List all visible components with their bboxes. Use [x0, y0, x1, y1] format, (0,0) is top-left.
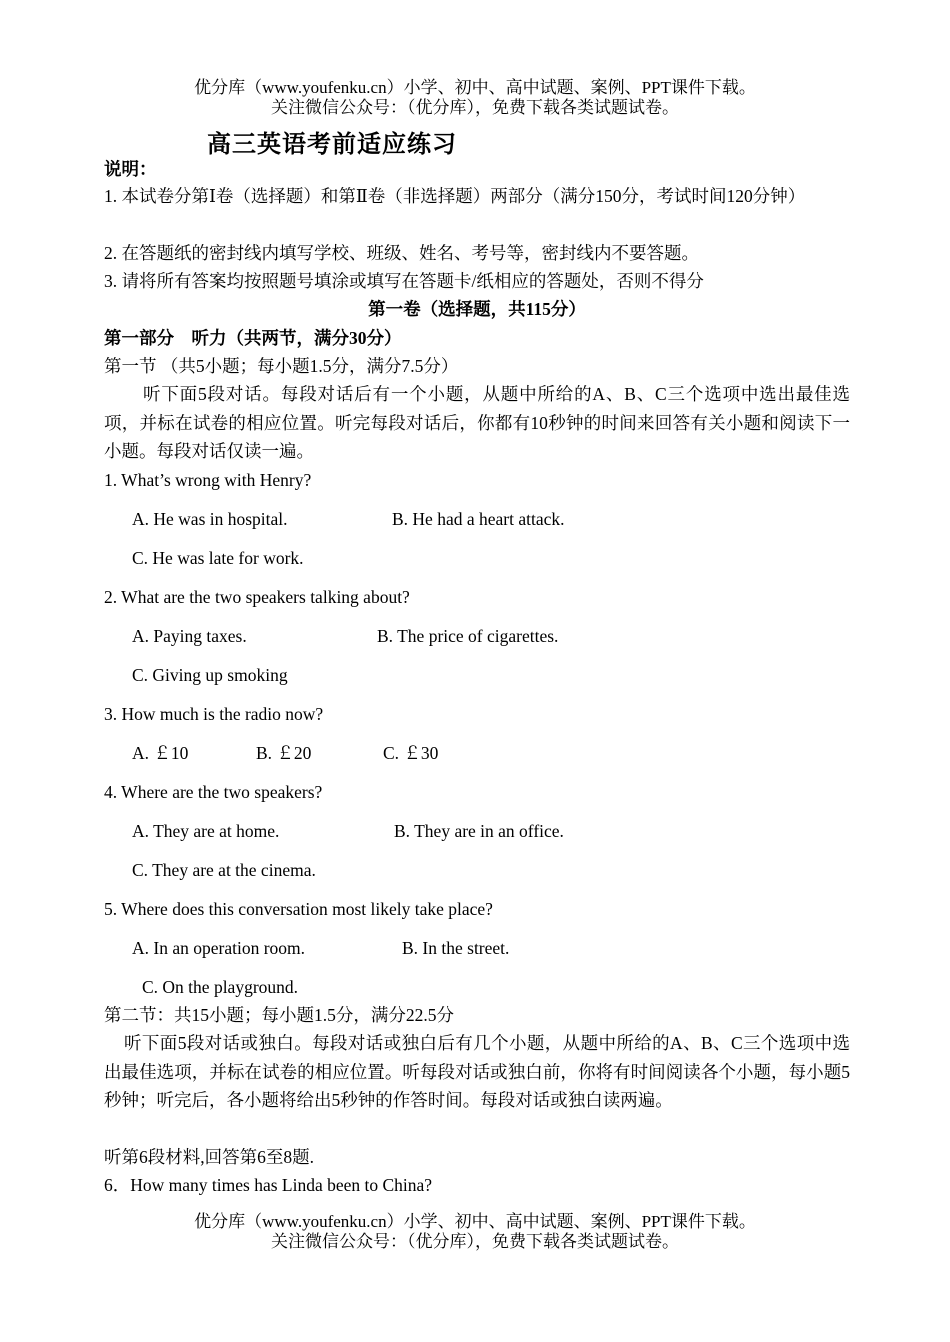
- question-4-option-c: C. They are at the cinema.: [132, 860, 316, 880]
- question-4-option-b: B. They are in an office.: [394, 821, 564, 841]
- question-2-option-b: B. The price of cigarettes.: [377, 626, 559, 646]
- question-3-option-c: C. ￡30: [383, 743, 439, 763]
- section2-heading: 第二节：共15小题；每小题1.5分，满分22.5分: [104, 1005, 454, 1025]
- question-5-option-b: B. In the street.: [402, 938, 510, 958]
- header-line-1: 优分库（www.youfenku.cn）小学、初中、高中试题、案例、PPT课件下载。: [194, 78, 756, 97]
- question-1-option-b: B. He had a heart attack.: [392, 509, 565, 529]
- question-5-option-a: A. In an operation room.: [132, 938, 306, 958]
- question-1: 1. What’s wrong with Henry?: [104, 470, 312, 490]
- header-line-2: 关注微信公众号：（优分库），免费下载各类试题试卷。: [271, 98, 679, 117]
- question-2: 2. What are the two speakers talking about?: [104, 587, 410, 607]
- section1-directions: 听下面5段对话。每段对话后有一个小题，从题中所给的A、B、C三个选项中选出最佳选项，并标在试卷的相应位置。听完每段对话后，你都有10秒钟的时间来回答有关小题和阅读下一小题。每段对话仅读一遍。: [104, 384, 850, 461]
- section1-heading: 第一节 （共5小题；每小题1.5分，满分7.5分）: [104, 356, 459, 376]
- question-6: 6．How many times has Linda been to China?: [104, 1175, 433, 1195]
- question-5: 5. Where does this conversation most likely take place?: [104, 899, 493, 919]
- question-2-option-a: A. Paying taxes.: [132, 626, 247, 646]
- instructions-heading: 说明：: [104, 159, 157, 179]
- question-3-option-a: A. ￡10: [132, 743, 189, 763]
- footer-line-2: 关注微信公众号：（优分库），免费下载各类试题试卷。: [271, 1232, 679, 1251]
- question-3-option-b: B. ￡20: [256, 743, 312, 763]
- question-4: 4. Where are the two speakers?: [104, 782, 323, 802]
- footer-line-1: 优分库（www.youfenku.cn）小学、初中、高中试题、案例、PPT课件下载。: [194, 1212, 756, 1231]
- section2-directions: 听下面5段对话或独白。每段对话或独白后有几个小题，从题中所给的A、B、C三个选项中选出最佳选项，并标在试卷的相应位置。听每段对话或独白前，你将有时间阅读各个小题，每小题5秒钟；听完后，各小题将给出5秒钟的作答时间。每段对话或独白读两遍。: [104, 1033, 850, 1110]
- page-title: 高三英语考前适应练习: [207, 132, 457, 158]
- material-note: 听第6段材料,回答第6至8题.: [104, 1147, 314, 1167]
- question-3: 3. How much is the radio now?: [104, 704, 324, 724]
- question-1-option-a: A. He was in hospital.: [132, 509, 288, 529]
- instruction-item-2: 2. 在答题纸的密封线内填写学校、班级、姓名、考号等，密封线内不要答题。: [104, 243, 699, 263]
- part1-heading: 第一部分 听力（共两节，满分30分）: [104, 328, 402, 348]
- volume-heading: 第一卷（选择题，共115分）: [368, 299, 586, 319]
- question-1-option-c: C. He was late for work.: [132, 548, 304, 568]
- instruction-item-1: 1. 本试卷分第Ⅰ卷（选择题）和第Ⅱ卷（非选择题）两部分（满分150分，考试时间120分钟）: [104, 186, 806, 206]
- instruction-item-3: 3. 请将所有答案均按照题号填涂或填写在答题卡/纸相应的答题处，否则不得分: [104, 271, 704, 291]
- question-5-option-c: C. On the playground.: [142, 977, 299, 997]
- question-4-option-a: A. They are at home.: [132, 821, 280, 841]
- question-2-option-c: C. Giving up smoking: [132, 665, 288, 685]
